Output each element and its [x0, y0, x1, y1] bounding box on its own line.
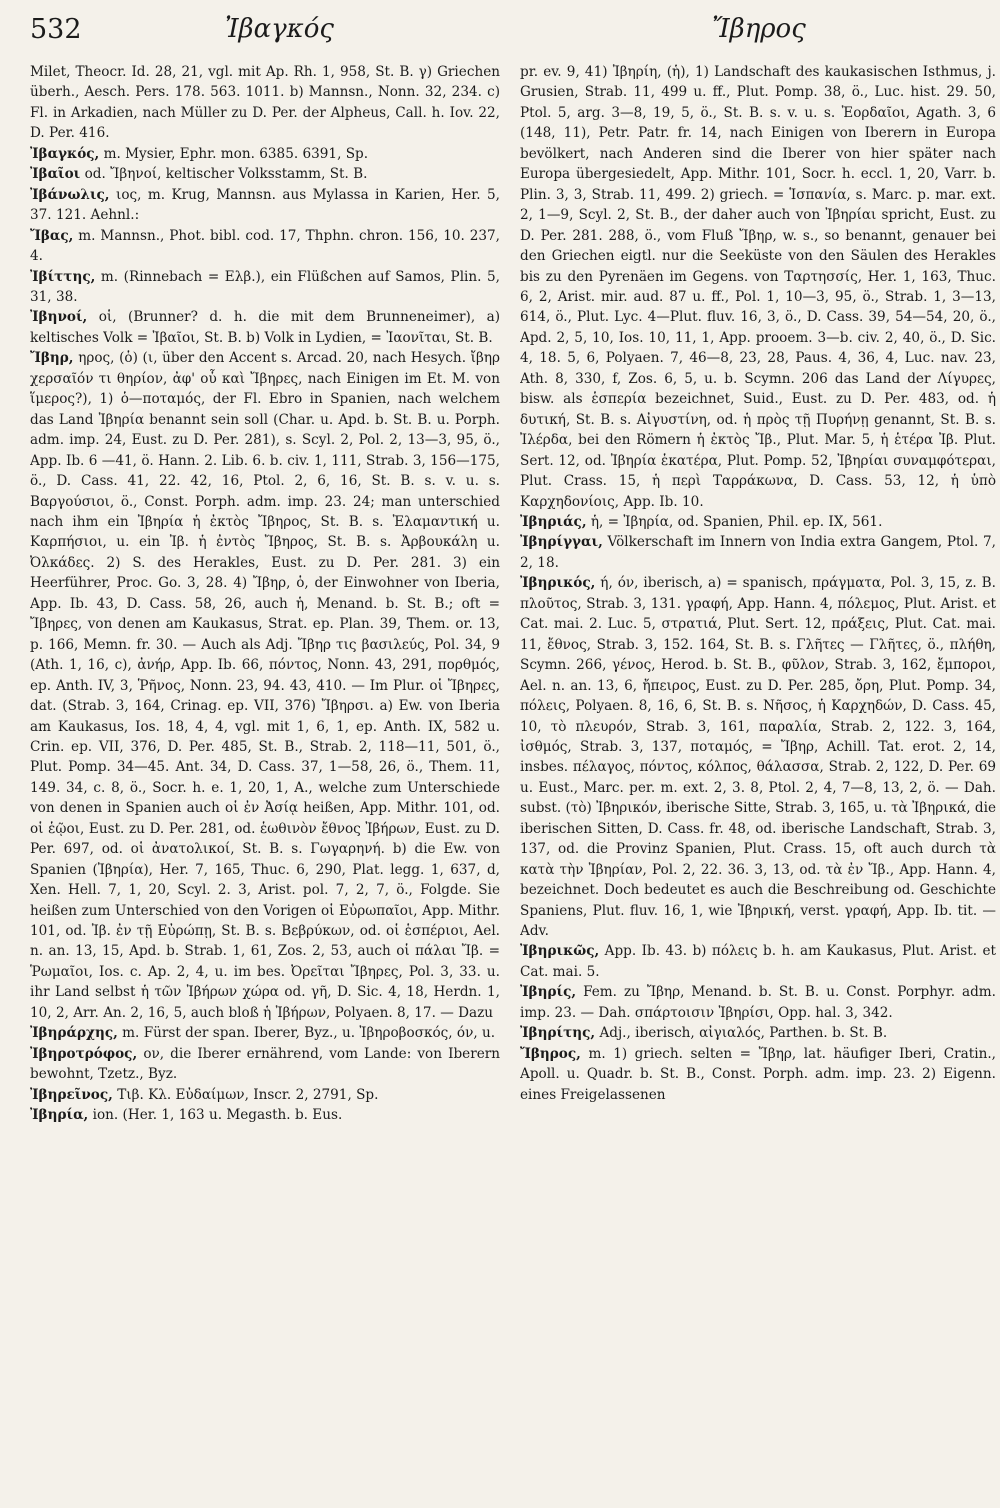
entry-headword: Ἰβηρίτης, [520, 1025, 596, 1042]
entry-text: Fem. zu Ἴβηρ, Menand. b. St. B. u. Const. Porphyr. adm. imp. 23. — Dah. σπάρτοισιν Ἰβηρίσι, Opp. hal. 3, 342. [520, 984, 996, 1021]
entry-text: m. Mysier, Ephr. mon. 6385. 6391, Sp. [103, 145, 369, 162]
entry-text: App. Ib. 43. b) πόλεις b. h. am Kaukasus, Plut. Arist. et Cat. mai. 5. [520, 943, 996, 980]
dictionary-entry [520, 573, 996, 941]
dictionary-entry [30, 307, 500, 348]
entry-headword: Ἰβηρίς, [520, 984, 577, 1001]
entry-headword: Ἰβαῖοι [30, 166, 81, 183]
entry-text: pr. ev. 9, 41) Ἰβηρίη, (ἡ), 1) Landschaft des kaukasischen Isthmus, j. Grusien, Strab. 11, 499 u. ff., Plut. Pomp. 38, ö., Luc. hist. 29. 50, Ptol. 5, arg. 3—8, 19, 5, ö., St. B. s. v. u. s. Ἐορδαῖοι, Agath. 3, 6 (148, 11), Petr. Patr. fr. 14, nach Einigen von Iberern in Europa bevölkert, nach Anderen sind die Iberer von hier später nach Europa übergesiedelt, App. Mithr. 101, Socr. h. eccl. 1, 20, Varr. b. Plin. 3, 3, Strab. 11, 499. 2) griech. = Ἱσπανία, s. Marc. p. mar. ext. 2, 1—9, Scyl. 2, St. B., der daher auch von Ἰβηρίαι spricht, Eust. zu D. Per. 281. 288, ö., vom Fluß Ἴβηρ, w. s., so benannt, genauer bei den Griechen eigtl. nur die Seeküste von den Säulen des Herakles bis zu den Pyrenäen im Gegens. von Ταρτησσίς, Her. 1, 163, Thuc. 6, 2, Arist. mir. aud. 87 u. ff., Pol. 1, 10—3, 95, ö., Strab. 1, 3—13, 614, ö., Plut. Lyc. 4—Plut. fluv. 16, 3, ö., D. Cass. 39, 54—54, 20, ö., Apd. 2, 5, 10, Ios. 10, 11, 1, App. prooem. 3—b. civ. 2, 40, ö., D. Sic. 4, 18. 5, 6, Polyaen. 7, 46—8, 23, 28, Paus. 4, 36, 4, Luc. nav. 23, Ath. 8, 330, f, Zos. 6, 5, u. b. Scymn. 206 das Land der Λίγυρες, bisw. als ἑσπερία bezeichnet, Suid., Eust. zu D. Per. 483, od. ἡ δυτική, St. B. s. Αἰγυστίνη, od. ἡ πρὸς τῇ Πυρήνῃ genannt, St. B. s. Ἰλέρδα, bei den Römern ἡ ἐκτὸς Ἴβ., Plut. Mar. 5, ἡ ἑτέρα Ἰβ. Plut. Sert. 12, od. Ἰβηρία ἑκατέρα, Plut. Pomp. 52, Ἰβηρίαι συναμφότεραι, Plut. Crass. 15, ἡ περὶ Ταρράκωνα, D. Cass. 53, 12, ἡ ὑπὸ Καρχηδονίοις, App. Ib. 10. [520, 64, 996, 510]
entry-headword: Ἴβας, [30, 227, 74, 244]
entry-headword: Ἰβηριάς, [520, 513, 587, 530]
dictionary-entry [30, 226, 500, 267]
dictionary-entry [30, 348, 500, 1023]
entry-text: m. Mannsn., Phot. bibl. cod. 17, Thphn. chron. 156, 10. 237, 4. [30, 227, 500, 265]
entry-headword: Ἰβηρία, [30, 1107, 89, 1124]
entry-headword: Ἰβηρεῖνος, [30, 1086, 113, 1103]
entry-headword: Ἰβηράρχης, [30, 1025, 118, 1042]
entry-text: ηρος, (ὁ) (ι, über den Accent s. Arcad. 20, nach Hesych. ἴβηρ χερσαῖόν τι θηρίον, ἀφ' οὗ καὶ Ἴβηρες, nach Einigen im Et. M. von ἵμερος?), 1) ὁ—ποταμός, der Fl. Ebro in Spanien, nach welchem das Land Ἰβηρία benannt sein soll (Char. u. Apd. b. St. B. u. Porph. adm. imp. 24, Eust. zu D. Per. 281), s. Scyl. 2, Pol. 2, 13—3, 95, ö., App. Ib. 6 —41, ö. Hann. 2. Lib. 6. b. civ. 1, 111, Strab. 3, 156—175, ö., D. Cass. 41, 22. 42, 16, Ptol. 2, 6, 16, St. B. s. v. u. s. Βαργούσιοι, ö., Const. Porph. adm. imp. 23. 24; man unterschied nach ihm ein Ἰβηρία ἡ ἐκτὸς Ἴβηρος, St. B. s. Ἐλαμαντική u. Καρπήσιοι, u. ein Ἰβ. ἡ ἐντὸς Ἴβηρος, St. B. s. Ἀρβουκάλη u. Ὀλκάδες. 2) S. des Herakles, Eust. zu D. Per. 281. 3) ein Heerführer, Proc. Go. 3, 28. 4) Ἴβηρ, ὁ, der Einwohner von Iberia, App. Ib. 43, D. Cass. 58, 26, auch ἡ, Menand. b. St. B.; oft = Ἴβηρες, von denen am Kaukasus, Strat. ep. Plan. 39, Them. or. 13, p. 166, Memn. fr. 30. — Auch als Adj. Ἴβηρ τις βασιλεύς, Pol. 34, 9 (Ath. 1, 16, c), ἀνήρ, App. Ib. 66, πόντος, Nonn. 43, 291, πορθμός, ep. Anth. IV, 3, Ῥῆνος, Nonn. 23, 94. 43, 410. — Im Plur. οἱ Ἴβηρες, dat. (Strab. 3, 164, Crinag. ep. VII, 376) Ἴβηρσι. a) Ew. von Iberia am Kaukasus, Ios. 18, 4, 4, vgl. mit 1, 6, 1, ep. Anth. IX, 582 u. Crin. ep. VII, 376, D. Per. 485, St. B., Strab. 2, 118—11, 501, ö., Plut. Pomp. 34—45. Ant. 34, D. Cass. 37, 1—58, 26, ö., Them. 11, 149. 34, c. 8, ö., Socr. h. e. 1, 20, 1, A., welche zum Unterschiede von denen in Spanien auch οἱ ἐν Ἀσίᾳ heißen, App. Mithr. 101, od. οἱ ἑῷοι, Eust. zu D. Per. 281, od. ἑωθινὸν ἔθνος Ἰβήρων, Eust. zu D. Per. 697, od. οἱ ἀνατολικοί, St. B. s. Γωγαρηνή. b) die Ew. von Spanien (Ἰβηρία), Her. 7, 165, Thuc. 6, 290, Plat. legg. 1, 637, d, Xen. Hell. 7, 1, 20, Scyl. 2. 3, Arist. pol. 7, 2, 7, ö., Folgde. Sie heißen zum Unterschied von den Vorigen οἱ Εὐρωπαῖοι, App. Mithr. 101, od. Ἰβ. ἐν τῇ Εὐρώπῃ, St. B. s. Βεβρύκων, od. οἱ ἑσπέριοι, Ael. n. an. 13, 15, Apd. b. Strab. 1, 61, Zos. 2, 53, auch οἱ πάλαι Ἴβ. = Ῥωμαῖοι, Ios. c. Ap. 2, 4, u. im bes. Ὀρεῖται Ἴβηρες, Pol. 3, 33. u. ihr Land selbst ἡ τῶν Ἰβήρων χώρα od. γῆ, D. Sic. 4, 18, Herdn. 1, 10, 2, Arr. An. 2, 16, 5, auch bloß ἡ Ἰβήρων, Polyaen. 8, 17. — Dazu [30, 350, 500, 1021]
right-running-headword: Ἴβηρος [712, 14, 806, 44]
left-running-headword: Ἰβαγκός [225, 14, 334, 44]
entry-text: οἱ, (Brunner? d. h. die mit dem Brunneneimer), a) keltisches Volk = Ἰβαῖοι, St. B. b) Volk in Lydien, = Ἰαονῖται, St. B. [30, 309, 500, 346]
entry-text: ον, die Iberer ernährend, vom Lande: von Iberern bewohnt, Tzetz., Byz. [30, 1045, 500, 1083]
page-header [30, 10, 970, 54]
entry-headword: Ἰβάνωλις, [30, 186, 110, 203]
entry-text: m. Fürst der span. Iberer, Byz., u. Ἰβηροβοσκός, όν, u. [122, 1025, 496, 1042]
page-number: 532 [30, 14, 82, 45]
entry-text: Völkerschaft im Innern von India extra Gangem, Ptol. 7, 2, 18. [520, 534, 996, 571]
entry-text: Milet, Theocr. Id. 28, 21, vgl. mit Ap. Rh. 1, 958, St. B. γ) Griechen überh., Aesch. Pers. 178. 563. 1011. b) Mannsn., Nonn. 32, 234. c) Fl. in Arkadien, nach Müller zu D. Per. der Alpheus, Call. h. Iov. 22, D. Per. 416. [30, 64, 500, 142]
entry-text: ή, όν, iberisch, a) = spanisch, πράγματα, Pol. 3, 15, z. B. πλοῦτος, Strab. 3, 131. γραφή, App. Hann. 4, πόλεμος, Plut. Arist. et Cat. mai. 2. Luc. 5, στρατιά, Plut. Sert. 12, πράξεις, Plut. Cat. mai. 11, ἔθνος, Strab. 3, 152. 164, St. B. s. Γλῆτες — Γλῆτες, ö., πλήθη, Scymn. 266, γένος, Herod. b. St. B., φῦλον, Strab. 3, 162, ἔμποροι, Ael. n. an. 13, 6, ἤπειρος, Eust. zu D. Per. 285, ὄρη, Plut. Pomp. 34, πόλεις, Polyaen. 8, 16, 6, St. B. s. Νῆσος, ἡ Καρχηδών, D. Cass. 45, 10, τὸ πλευρόν, Strab. 3, 161, παραλία, Strab. 2, 122. 3, 164, ἰσθμός, Strab. 3, 137, ποταμός, = Ἴβηρ, Achill. Tat. erot. 2, 14, insbes. πέλαγος, πόντος, κόλπος, θάλασσα, Strab. 2, 122, D. Per. 69 u. Eust., Marc. per. m. ext. 2, 3. 8, Ptol. 2, 4, 7—8, 13, 2, ö. — Dah. subst. (τὸ) Ἰβηρικόν, iberische Sitte, Strab. 3, 165, u. τὰ Ἰβηρικά, die iberischen Sitten, D. Cass. fr. 48, od. iberische Landschaft, Strab. 3, 137, od. die Provinz Spanien, Plut. Crass. 15, oft auch durch τὰ κατὰ τὴν Ἰβηρίαν, Pol. 2, 22. 36. 3, 13, od. τὰ ἐν Ἴβ., App. Hann. 4, bezeichnet. Doch bedeutet es auch die Beschreibung od. Geschichte Spaniens, Plut. fluv. 16, 1, wie Ἰβηρική, verst. γραφή, App. Ib. tit. — Adv. [520, 575, 996, 940]
dictionary-entry [30, 267, 500, 308]
dictionary-entry [520, 1023, 996, 1043]
entry-headword: Ἰβηροτρόφος, [30, 1045, 138, 1062]
dictionary-entry [30, 62, 500, 144]
dictionary-entry [30, 185, 500, 226]
dictionary-entry [30, 1105, 500, 1125]
entry-headword: Ἴβηρος, [520, 1045, 581, 1062]
entry-text: od. Ἴβηνοί, keltischer Volksstamm, St. B. [84, 166, 368, 183]
entry-headword: Ἰβηρικῶς, [520, 943, 600, 960]
dictionary-entry [30, 1023, 500, 1043]
entry-text: ιος, m. Krug, Mannsn. aus Mylassa in Karien, Her. 5, 37. 121. Aehnl.: [30, 186, 500, 224]
entry-headword: Ἰβίττης, [30, 268, 96, 285]
entry-text: m. 1) griech. selten = Ἴβηρ, lat. häufiger Iberi, Cratin., Apoll. u. Quadr. b. St. B., Const. Porph. adm. imp. 23. 2) Eigenn. eines Freigelassenen [520, 1045, 996, 1103]
dictionary-entry [520, 982, 996, 1023]
dictionary-entry [520, 1044, 996, 1105]
dictionary-entry [520, 62, 996, 512]
dictionary-entry [30, 1044, 500, 1085]
entry-headword: Ἴβηρ, [30, 350, 74, 367]
dictionary-entry [30, 1085, 500, 1105]
entry-text: ἡ, = Ἰβηρία, od. Spanien, Phil. ep. IX, 561. [590, 513, 883, 530]
entry-text: ion. (Her. 1, 163 u. Megasth. b. Eus. [92, 1107, 343, 1124]
dictionary-entry [520, 532, 996, 573]
entry-text: m. (Rinnebach = Ελβ.), ein Flüßchen auf Samos, Plin. 5, 31, 38. [30, 268, 500, 305]
entry-text: Adj., iberisch, αἰγιαλός, Parthen. b. St. B. [599, 1025, 888, 1042]
dictionary-entry [30, 144, 500, 164]
dictionary-entry [520, 512, 996, 532]
dictionary-entry [30, 164, 500, 184]
entry-headword: Ἰβηρίγγαι, [520, 534, 603, 551]
entry-headword: Ἰβηρικός, [520, 575, 596, 592]
entry-headword: Ἰβηνοί, [30, 309, 88, 326]
right-column [520, 62, 996, 1502]
left-column [30, 62, 500, 1502]
entry-headword: Ἰβαγκός, [30, 145, 100, 162]
entry-text: Τιβ. Κλ. Εὐδαίμων, Inscr. 2, 2791, Sp. [117, 1086, 379, 1103]
dictionary-entry [520, 941, 996, 982]
